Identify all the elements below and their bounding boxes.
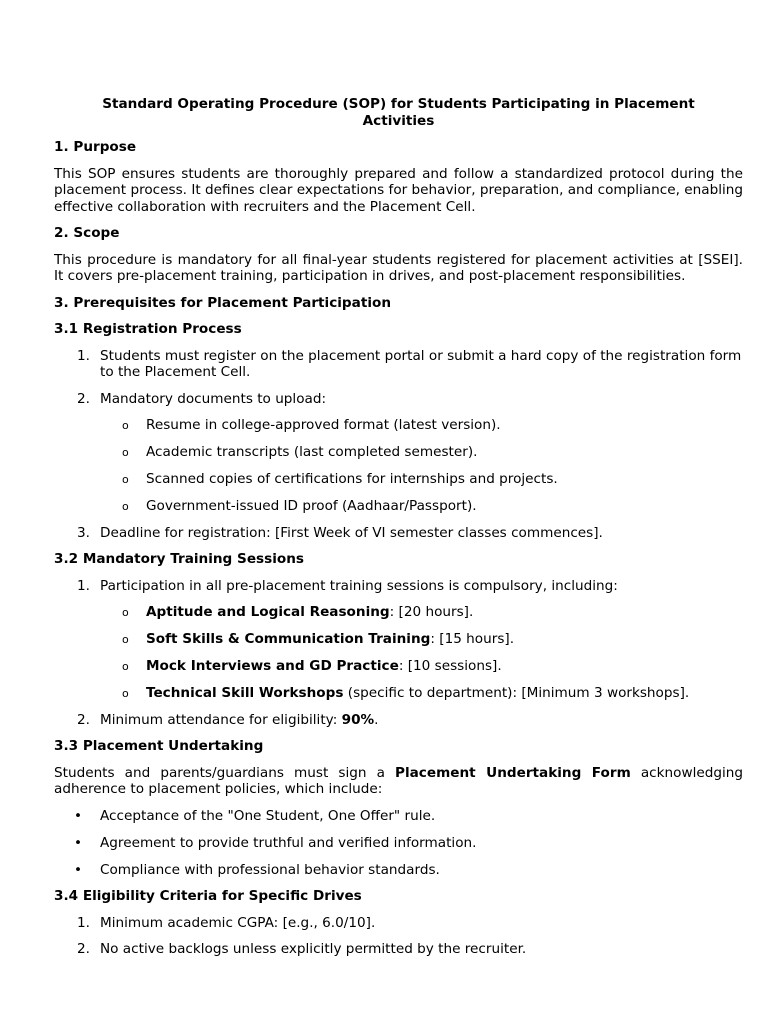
training-detail: : [10 sessions]. xyxy=(398,658,502,674)
sublist-item xyxy=(100,604,743,621)
attendance-value: 90% xyxy=(341,711,375,728)
subsection-undertaking-heading: 3.3 Placement Undertaking xyxy=(54,738,264,754)
list-number: 2. xyxy=(77,711,90,728)
sublist-item xyxy=(100,417,743,434)
section-scope-text: This procedure is mandatory for all final-year students registered for placement activities at [SSEI]. It covers pre-placement training, participation in drives, and post-placement responsibilities. xyxy=(54,251,743,284)
trainings-sublist xyxy=(100,604,743,702)
bullet-item-text: Acceptance of the "One Student, One Offer" rule. xyxy=(100,807,436,824)
list-number: 2. xyxy=(77,941,90,957)
circle-bullet-icon: o xyxy=(122,473,129,486)
training-name: Mock Interviews and GD Practice xyxy=(146,658,399,674)
documents-sublist xyxy=(100,417,743,515)
section-prerequisites-heading: 3. Prerequisites for Placement Participation xyxy=(54,294,392,311)
document-title: Standard Operating Procedure (SOP) for Students Participating in Placement Activities xyxy=(102,96,695,129)
list-item xyxy=(54,391,743,515)
list-number: 2. xyxy=(77,390,90,407)
sublist-item-text: Resume in college-approved format (latest version). xyxy=(146,417,501,433)
sublist-item xyxy=(100,471,743,488)
bullet-item-text: Agreement to provide truthful and verified information. xyxy=(100,834,477,851)
bullet-icon: • xyxy=(74,861,83,878)
list-item-text: Minimum attendance for eligibility: xyxy=(100,711,342,728)
training-detail: : [20 hours]. xyxy=(389,604,474,620)
registration-list xyxy=(54,348,743,542)
sublist-item xyxy=(100,658,743,675)
section-scope-heading: 2. Scope xyxy=(54,225,120,241)
list-item xyxy=(54,348,743,381)
bullet-icon: • xyxy=(74,834,83,851)
sublist-item-text: Government-issued ID proof (Aadhaar/Passport). xyxy=(146,498,477,514)
list-item-text: Mandatory documents to upload: xyxy=(100,390,327,407)
bullet-item xyxy=(54,862,743,879)
training-list xyxy=(54,578,743,729)
sublist-item xyxy=(100,498,743,515)
document-page xyxy=(54,96,743,968)
list-item xyxy=(54,915,743,932)
subsection-training-heading: 3.2 Mandatory Training Sessions xyxy=(54,551,304,567)
list-number: 1. xyxy=(77,577,90,594)
circle-bullet-icon: o xyxy=(122,419,129,432)
bullet-icon: • xyxy=(74,807,83,824)
undertaking-text-start: Students and parents/guardians must sign a xyxy=(54,764,396,781)
sublist-item xyxy=(100,631,743,648)
section-purpose-text: This SOP ensures students are thoroughly prepared and follow a standardized protocol during the placement process. It defines clear expectations for behavior, preparation, and compliance, enabling effective collaboration with recruiters and the Placement Cell. xyxy=(54,165,743,215)
subsection-eligibility-heading: 3.4 Eligibility Criteria for Specific Drives xyxy=(54,888,362,904)
circle-bullet-icon: o xyxy=(122,606,129,619)
circle-bullet-icon: o xyxy=(122,500,129,513)
undertaking-bullets xyxy=(54,808,743,879)
circle-bullet-icon: o xyxy=(122,446,129,459)
list-item-text: Deadline for registration: [First Week of VI semester classes commences]. xyxy=(100,524,603,541)
list-item-text: Students must register on the placement portal or submit a hard copy of the registration form to the Placement Cell. xyxy=(100,347,742,380)
section-purpose-heading: 1. Purpose xyxy=(54,139,137,155)
list-item xyxy=(54,712,743,729)
list-number: 1. xyxy=(77,914,90,931)
circle-bullet-icon: o xyxy=(122,660,129,673)
list-item-text: Participation in all pre-placement training sessions is compulsory, including: xyxy=(100,577,618,594)
undertaking-text-end: acknowledging adherence to placement policies, which include: xyxy=(54,764,743,797)
training-name: Aptitude and Logical Reasoning xyxy=(146,604,390,620)
list-item-text-end: . xyxy=(374,711,379,728)
sublist-item-text: Scanned copies of certifications for internships and projects. xyxy=(146,471,558,487)
undertaking-form-name: Placement Undertaking Form xyxy=(395,764,631,781)
list-item-text: No active backlogs unless explicitly permitted by the recruiter. xyxy=(100,941,527,957)
sublist-item xyxy=(100,444,743,461)
circle-bullet-icon: o xyxy=(122,633,129,646)
list-number: 3. xyxy=(77,524,90,541)
circle-bullet-icon: o xyxy=(122,687,129,700)
sublist-item-text: Academic transcripts (last completed semester). xyxy=(146,444,478,460)
list-item xyxy=(54,578,743,702)
bullet-item xyxy=(54,835,743,852)
list-number: 1. xyxy=(77,347,90,364)
eligibility-list xyxy=(54,915,743,958)
list-item xyxy=(54,525,743,542)
sublist-item xyxy=(100,685,743,702)
training-detail: (specific to department): [Minimum 3 workshops]. xyxy=(343,685,690,701)
subsection-registration-heading: 3.1 Registration Process xyxy=(54,321,242,337)
training-name: Soft Skills & Communication Training xyxy=(146,631,431,647)
bullet-item-text: Compliance with professional behavior standards. xyxy=(100,861,440,878)
training-detail: : [15 hours]. xyxy=(430,631,515,647)
bullet-item xyxy=(54,808,743,825)
undertaking-text xyxy=(54,765,743,798)
list-item xyxy=(54,941,743,958)
list-item-text: Minimum academic CGPA: [e.g., 6.0/10]. xyxy=(100,914,376,931)
training-name: Technical Skill Workshops xyxy=(146,685,344,701)
